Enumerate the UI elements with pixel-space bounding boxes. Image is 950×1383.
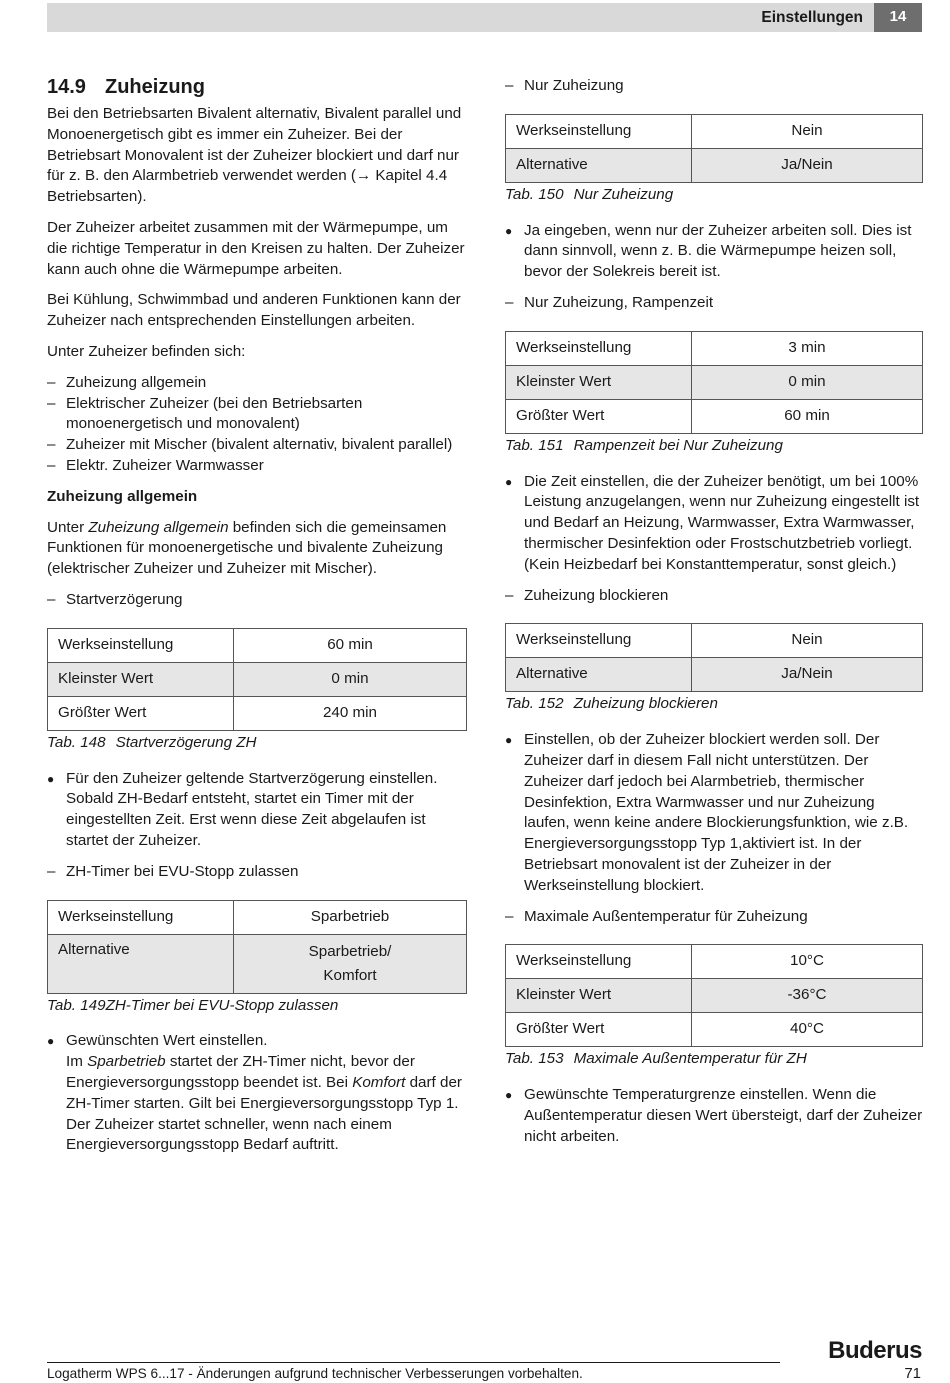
text: Unter <box>47 518 89 536</box>
table-caption <box>505 1049 923 1070</box>
table-151 <box>505 331 923 434</box>
instruction-list <box>505 730 923 896</box>
table-cell: 10°C <box>692 945 923 979</box>
table-row <box>48 696 467 730</box>
brand-logo: Buderus <box>828 1337 922 1364</box>
table-cell: Ja/Nein <box>692 148 923 182</box>
caption-label: Tab. 149 <box>47 996 106 1014</box>
table-cell: Nein <box>692 114 923 148</box>
list-item: – Zuheizung allgemein <box>47 373 467 394</box>
table-row <box>506 399 923 433</box>
caption-label: Tab. 152 <box>505 695 564 713</box>
caption-text: Nur Zuheizung <box>573 185 674 203</box>
table-cell: 3 min <box>692 331 923 365</box>
section-heading <box>47 74 467 100</box>
table-row <box>48 628 467 662</box>
table-cell: Alternative <box>506 658 692 692</box>
table-row <box>506 331 923 365</box>
emphasis: Komfort <box>352 1073 406 1091</box>
emphasis: Zuheizung allgemein <box>88 518 229 536</box>
parameter-label: – Zuheizung blockieren <box>505 586 923 607</box>
chapter-number: 14 <box>874 3 922 32</box>
table-cell: Größter Wert <box>506 399 692 433</box>
table-cell: Kleinster Wert <box>506 365 692 399</box>
text: Im <box>66 1053 88 1071</box>
table-cell: Sparbetrieb <box>234 900 467 934</box>
table-cell <box>234 934 467 993</box>
caption-label: Tab. 153 <box>505 1050 564 1068</box>
sub-items-list <box>47 373 467 477</box>
table-caption <box>505 694 923 715</box>
text: darf der ZH-Timer starten. Gilt bei Energieversorgungsstopp Typ 1. Der Zuheizer startet schneller, wenn nach einem Energieversorgungsstopp Bedarf auftritt. <box>66 1073 462 1154</box>
page-header <box>47 3 922 32</box>
bullet-item: ● Die Zeit einstellen, die der Zuheizer benötigt, um bei 100% Leistung anzugelangen, wenn nur Zuheizung eingestellt ist und Bedarf an Heizung, Warmwasser, Extra Warmwasser, thermischer Desinfektion oder Frostschutzbetrieb vorliegt. (Kein Heizbedarf bei Konstanttemperatur, sonst gleich.) <box>505 472 923 576</box>
caption-label: Tab. 150 <box>505 185 564 203</box>
subheading: Zuheizung allgemein <box>47 487 198 505</box>
table-cell: Werkseinstellung <box>506 624 692 658</box>
paragraph: Unter Zuheizer befinden sich: <box>47 342 246 360</box>
caption-text: ZH-Timer bei EVU-Stopp zulassen <box>105 996 339 1014</box>
table-cell: Werkseinstellung <box>506 331 692 365</box>
table-150 <box>505 114 923 183</box>
table-cell: -36°C <box>692 979 923 1013</box>
table-cell: 0 min <box>692 365 923 399</box>
instruction-list <box>505 472 923 576</box>
paragraph: Der Zuheizer arbeitet zusammen mit der Wärmepumpe, um die richtige Temperatur in den Kreisen zu halten. Der Zuheizer kann auch ohne die Wärmepumpe arbeiten. <box>47 218 465 278</box>
caption-label: Tab. 151 <box>505 436 564 454</box>
table-cell: 60 min <box>692 399 923 433</box>
right-column <box>505 76 923 1158</box>
table-cell: 0 min <box>234 662 467 696</box>
list-item: – Zuheizer mit Mischer (bivalent alternativ, bivalent parallel) <box>47 435 467 456</box>
table-row <box>506 658 923 692</box>
table-cell: Alternative <box>48 934 234 993</box>
table-cell: Nein <box>692 624 923 658</box>
heading-title: Zuheizung <box>105 76 205 98</box>
table-cell: Alternative <box>506 148 692 182</box>
table-row <box>506 148 923 182</box>
table-149 <box>47 900 467 994</box>
table-cell: Kleinster Wert <box>48 662 234 696</box>
bullet-item: ● Für den Zuheizer geltende Startverzögerung einstellen. Sobald ZH-Bedarf entsteht, startet ein Timer mit der eingestellten Zeit. Erst wenn diese Zeit abgelaufen ist startet der Zuheizer. <box>47 769 467 852</box>
table-cell: 240 min <box>234 696 467 730</box>
table-148 <box>47 628 467 731</box>
parameter-label: – ZH-Timer bei EVU-Stopp zulassen <box>47 862 467 883</box>
left-column <box>47 74 467 1166</box>
table-row <box>506 365 923 399</box>
page-number: 71 <box>904 1365 921 1382</box>
table-row <box>506 979 923 1013</box>
table-caption <box>47 733 467 754</box>
table-row <box>48 900 467 934</box>
table-cell: Ja/Nein <box>692 658 923 692</box>
bullet-item <box>47 1031 467 1156</box>
instruction-list <box>505 1085 923 1147</box>
paragraph: Bei Kühlung, Schwimmbad und anderen Funktionen kann der Zuheizer nach entsprechenden Einstellungen arbeiten. <box>47 291 461 330</box>
table-cell: Werkseinstellung <box>506 945 692 979</box>
caption-text: Startverzögerung ZH <box>115 733 257 751</box>
table-cell: Werkseinstellung <box>506 114 692 148</box>
table-cell: Werkseinstellung <box>48 900 234 934</box>
instruction-list <box>47 1031 467 1156</box>
list-item: – Elektrischer Zuheizer (bei den Betriebsarten monoenergetisch und monovalent) <box>47 394 467 436</box>
caption-text: Zuheizung blockieren <box>573 695 718 713</box>
parameter-label: – Nur Zuheizung <box>505 76 923 97</box>
instruction-list <box>47 769 467 852</box>
table-caption <box>505 436 923 457</box>
cell-line: Sparbetrieb/ <box>308 942 392 960</box>
bullet-item: ● Einstellen, ob der Zuheizer blockiert werden soll. Der Zuheizer darf in diesem Fall nicht unterstützen. Der Zuheizer darf jedoch bei Alarmbetrieb, thermischer Desinfektion, Extra Warmwasser und nur Zuheizung laufen, wenn keine andere Blockierungsfunktion, wie z.B. Energieversorgungsstopp Typ 1,aktiviert ist. In der Betriebsart monovalent ist der Zuheizer in der Werkseinstellung blockiert. <box>505 730 923 896</box>
table-152 <box>505 623 923 692</box>
footer-divider <box>47 1362 780 1363</box>
parameter-label: – Nur Zuheizung, Rampenzeit <box>505 293 923 314</box>
caption-label: Tab. 148 <box>47 733 106 751</box>
table-caption <box>47 996 467 1017</box>
emphasis: Sparbetrieb <box>87 1053 166 1071</box>
text: befinden sich die gemeinsamen Funktionen für monoenergetische und bivalente Zuheizung (elektrischer Zuheizer und Zuheizer mit Mischer). <box>47 518 447 578</box>
section-title: Einstellungen <box>761 9 863 26</box>
table-row <box>506 1013 923 1047</box>
parameter-label: – Startverzögerung <box>47 590 467 611</box>
table-cell: Werkseinstellung <box>48 628 234 662</box>
heading-number: 14.9 <box>47 76 86 98</box>
table-row <box>48 934 467 993</box>
instruction-list <box>505 221 923 283</box>
table-row <box>48 662 467 696</box>
table-cell: Kleinster Wert <box>506 979 692 1013</box>
text: Gewünschten Wert einstellen. <box>66 1032 268 1050</box>
table-cell: 40°C <box>692 1013 923 1047</box>
table-cell: Größter Wert <box>48 696 234 730</box>
paragraph: Bei den Betriebsarten Bivalent alternativ, Bivalent parallel und Monoenergetisch gibt es immer ein Zuheizer. Bei der Betriebsart Monovalent ist der Zuheizer blockiert und darf nur für z. B. den Alarmbetrieb verwendet werden (→ Kapitel 4.4 Betriebsarten). <box>47 105 462 206</box>
table-row <box>506 945 923 979</box>
list-item: – Elektr. Zuheizer Warmwasser <box>47 456 467 477</box>
text: startet der ZH-Timer nicht, bevor der Energieversorgungsstopp beendet ist. Bei <box>66 1053 415 1091</box>
table-cell: 60 min <box>234 628 467 662</box>
table-caption <box>505 185 923 206</box>
caption-text: Maximale Außentemperatur für ZH <box>573 1050 807 1068</box>
cell-line: Komfort <box>323 966 377 984</box>
parameter-label: – Maximale Außentemperatur für Zuheizung <box>505 907 923 928</box>
table-row <box>506 114 923 148</box>
bullet-item: ● Gewünschte Temperaturgrenze einstellen. Wenn die Außentemperatur diesen Wert übersteigt, darf der Zuheizer nicht arbeiten. <box>505 1085 923 1147</box>
table-153 <box>505 944 923 1047</box>
footer-text: Logatherm WPS 6...17 - Änderungen aufgrund technischer Verbesserungen vorbehalten. <box>47 1366 583 1381</box>
caption-text: Rampenzeit bei Nur Zuheizung <box>573 436 783 454</box>
table-row <box>506 624 923 658</box>
paragraph <box>47 518 467 580</box>
bullet-item: ● Ja eingeben, wenn nur der Zuheizer arbeiten soll. Dies ist dann sinnvoll, wenn z. B. die Wärmepumpe heizen soll, bevor der Solekreis bereit ist. <box>505 221 923 283</box>
table-cell: Größter Wert <box>506 1013 692 1047</box>
